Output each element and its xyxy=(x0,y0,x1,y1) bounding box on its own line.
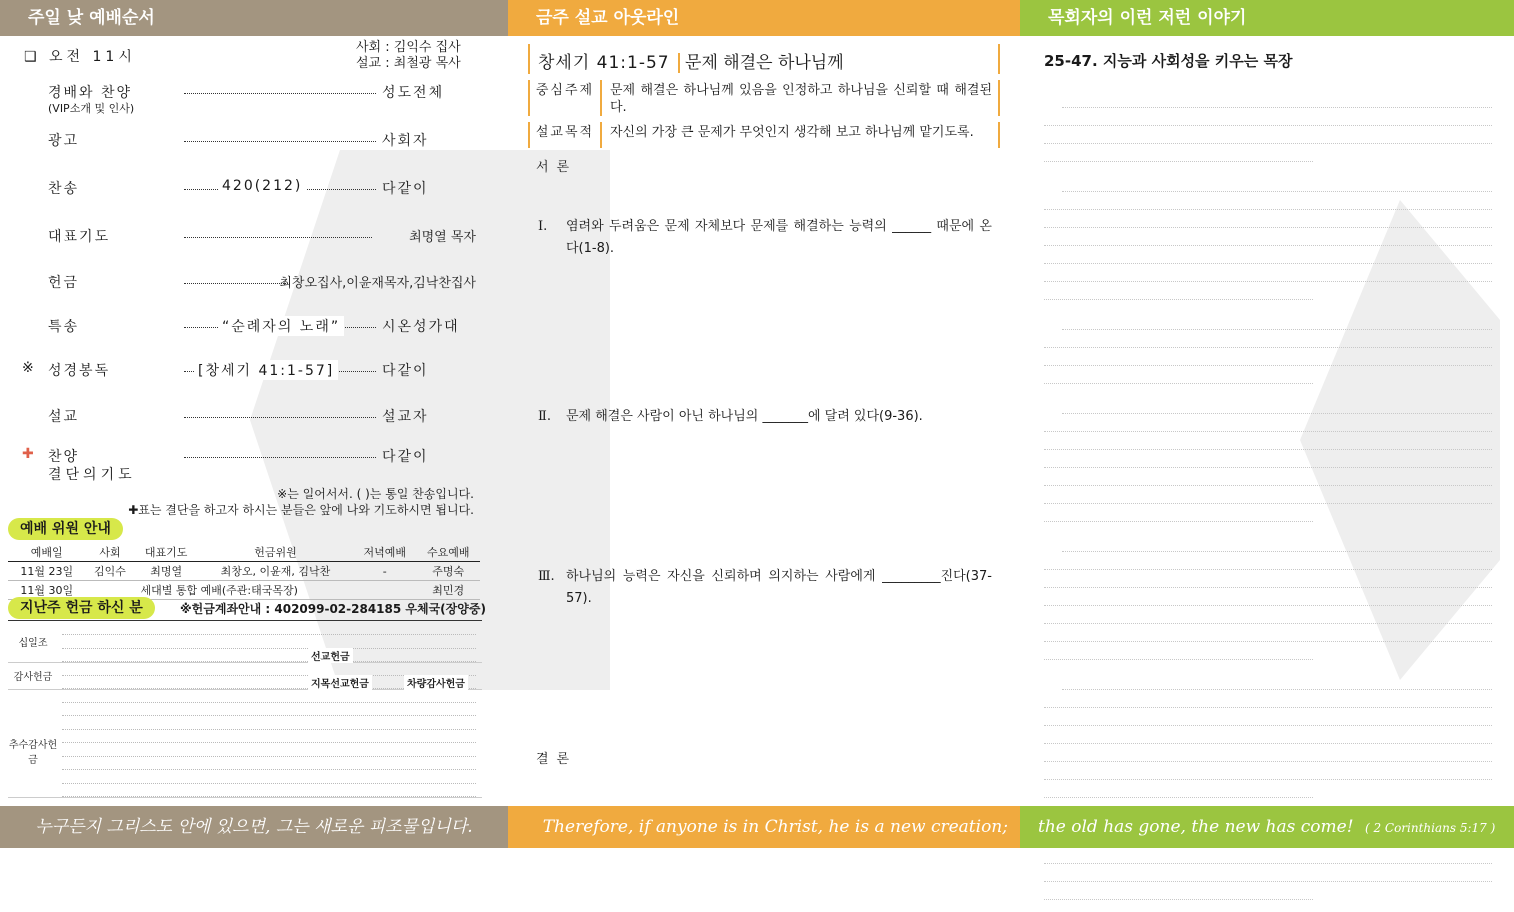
sermon-point xyxy=(538,566,992,610)
leader-dots xyxy=(184,417,376,418)
giving-group-label: 감사헌금 xyxy=(13,672,53,683)
sermon-title: 문제 해결은 하나님께 xyxy=(685,53,844,73)
article-line xyxy=(1044,330,1492,348)
order-item-name: 찬양 xyxy=(48,449,80,465)
giving-names-row xyxy=(62,648,476,662)
duty-header: 수요예배 xyxy=(416,543,480,562)
order-item-name: 헌금 xyxy=(48,275,80,291)
duty-cell: 김익수 xyxy=(85,562,134,581)
table-row xyxy=(8,562,480,581)
order-item-detail: “순례자의 노래” xyxy=(218,316,344,336)
article-paragraph xyxy=(1044,672,1492,798)
giving-group-label: 추수감사헌금 xyxy=(8,739,58,766)
article-line xyxy=(1062,396,1492,414)
giving-names-row xyxy=(62,621,476,635)
giving-names-row xyxy=(62,702,476,716)
account-info: ※헌금계좌안내 : 402099-02-284185 우체국(장양중) xyxy=(180,602,486,616)
giving-list xyxy=(8,620,482,807)
order-item-detail: 420(212) xyxy=(218,178,306,194)
article-line xyxy=(1062,90,1492,108)
sermon-point xyxy=(538,406,992,428)
article-line xyxy=(1044,246,1492,264)
order-mark: ※ xyxy=(22,360,34,376)
order-item xyxy=(22,224,476,248)
giving-names-row xyxy=(62,729,476,743)
order-item xyxy=(22,128,476,152)
order-item-name: 설교 xyxy=(48,409,80,425)
order-item xyxy=(22,270,476,294)
duty-cell: 최민경 xyxy=(416,581,480,600)
article-line xyxy=(1044,744,1492,762)
giving-names-row xyxy=(62,689,476,703)
article-line xyxy=(1044,486,1492,504)
order-notes xyxy=(128,486,474,518)
article-line xyxy=(1044,228,1492,246)
column-header: 목회자의 이런 저런 이야기 xyxy=(1020,0,1514,36)
order-mark: ✚ xyxy=(22,446,34,462)
article-line xyxy=(1044,282,1313,300)
order-item-leader: 다같이 xyxy=(382,181,429,197)
column-footer xyxy=(1020,806,1514,848)
point-text: 문제 해결은 사람이 아닌 하나님의 _______에 달려 있다(9-36). xyxy=(566,409,923,424)
leader-dots xyxy=(184,283,290,284)
order-item-detail: [창세기 41:1-57] xyxy=(194,360,338,380)
order-item-leader: 사회자 xyxy=(382,133,429,149)
order-item-leader: 성도전체 xyxy=(382,85,445,101)
column-header: 주일 낮 예배순서 xyxy=(0,0,508,36)
article-line xyxy=(1062,312,1492,330)
article-line xyxy=(1044,642,1313,660)
order-item-leader: 설교자 xyxy=(382,409,429,425)
order-item xyxy=(22,404,476,428)
leader-dots xyxy=(184,457,376,458)
pastor-story-column xyxy=(1020,0,1514,848)
footer-reference: ( 2 Corinthians 5:17 ) xyxy=(1364,821,1496,835)
giving-names-row xyxy=(62,662,476,676)
order-item-sub: (VIP소개 및 인사) xyxy=(48,102,135,115)
order-item xyxy=(22,444,476,483)
footer-verse: the old has gone, the new has come! xyxy=(1038,817,1354,837)
article-line xyxy=(1044,690,1492,708)
giving-names-row xyxy=(62,783,476,797)
article-body xyxy=(1044,90,1492,912)
order-item xyxy=(22,358,476,382)
order-item-leader: 다같이 xyxy=(382,449,429,465)
leader-dots xyxy=(184,237,372,238)
article-line xyxy=(1044,192,1492,210)
article-line xyxy=(1044,726,1492,744)
duty-cell: 주명숙 xyxy=(416,562,480,581)
article-line xyxy=(1062,672,1492,690)
article-line xyxy=(1044,552,1492,570)
article-line xyxy=(1044,108,1492,126)
article-line xyxy=(1044,126,1492,144)
duty-cell: - xyxy=(353,562,416,581)
article-line xyxy=(1044,882,1313,900)
article-line xyxy=(1044,264,1492,282)
duty-cell: 11월 23일 xyxy=(8,562,85,581)
column-footer: 누구든지 그리스도 안에 있으면, 그는 새로운 피조물입니다. xyxy=(0,806,508,848)
order-item-name: 대표기도 xyxy=(48,229,111,245)
duty-cell: 11월 30일 xyxy=(8,581,85,600)
leader-dots xyxy=(184,93,376,94)
article-paragraph xyxy=(1044,312,1492,384)
article-title: 25-47. 지능과 사회성을 키우는 목장 xyxy=(1044,52,1293,70)
duty-header: 대표기도 xyxy=(134,543,197,562)
worship-order-column xyxy=(0,0,508,848)
article-line xyxy=(1062,534,1492,552)
duty-table xyxy=(8,543,480,600)
giving-group xyxy=(8,621,482,663)
giving-sublabel: 지목선교헌금 xyxy=(308,675,372,690)
point-number: Ⅱ. xyxy=(538,409,551,424)
duty-cell: 세대별 통합 예배(주관:태국목장) xyxy=(85,581,353,600)
duty-header: 저녁예배 xyxy=(353,543,416,562)
order-item-leader: 최창오집사,이윤재목자,김낙찬집사 xyxy=(279,276,476,291)
article-line xyxy=(1044,588,1492,606)
leader-dots xyxy=(184,141,376,142)
column-header: 금주 설교 아웃라인 xyxy=(508,0,1020,36)
giving-title: 지난주 헌금 하신 분 xyxy=(8,597,155,619)
order-item xyxy=(22,176,476,200)
order-item-name: 광고 xyxy=(48,133,80,149)
note-standing: ※는 일어서서. ( )는 통일 찬송입니다. xyxy=(277,487,474,501)
intro-label: 서론 xyxy=(536,160,578,175)
purpose-label: 설교목적 xyxy=(530,122,602,148)
order-item xyxy=(22,80,476,115)
giving-names-row xyxy=(62,635,476,649)
article-line xyxy=(1044,624,1492,642)
duty-header-row xyxy=(8,543,480,562)
giving-group-label: 십일조 xyxy=(18,638,48,650)
point-number: Ⅰ. xyxy=(538,219,548,234)
giving-group xyxy=(8,689,482,798)
article-line xyxy=(1044,708,1492,726)
duty-header: 헌금위원 xyxy=(198,543,353,562)
order-item-leader: 시온성가대 xyxy=(382,319,460,335)
order-item xyxy=(22,314,476,338)
theme-text: 문제 해결은 하나님께 있음을 인정하고 하나님을 신뢰할 때 해결된다. xyxy=(610,83,992,115)
duty-header: 예배일 xyxy=(8,543,85,562)
article-paragraph xyxy=(1044,396,1492,522)
article-line xyxy=(1044,450,1492,468)
purpose-row xyxy=(528,122,1000,148)
article-line xyxy=(1044,210,1492,228)
article-line xyxy=(1044,606,1492,624)
conclusion-label: 결론 xyxy=(536,752,578,767)
article-line xyxy=(1044,846,1492,864)
giving-names-row xyxy=(62,756,476,770)
sermon-title-box xyxy=(528,44,1000,74)
duty-cell: 최명열 xyxy=(134,562,197,581)
article-line xyxy=(1044,762,1492,780)
giving-sublabel: 차량감사헌금 xyxy=(404,675,468,690)
order-item-sub: 결단의기도 xyxy=(48,467,136,483)
giving-names-row xyxy=(62,770,476,784)
duty-cell: 최창오, 이윤재, 김낙찬 xyxy=(198,562,353,581)
article-paragraph xyxy=(1044,174,1492,300)
article-line xyxy=(1044,144,1313,162)
order-item-leader: 최명열 목자 xyxy=(409,230,476,245)
order-item-name: 특송 xyxy=(48,319,80,335)
column-footer: Therefore, if anyone is in Christ, he is a new creation; xyxy=(508,806,1020,848)
giving-sublabel: 선교헌금 xyxy=(308,648,353,663)
article-line xyxy=(1044,504,1313,522)
theme-label: 중심주제 xyxy=(530,80,602,116)
service-time: ❑ 오전 11시 xyxy=(24,49,136,65)
sermon-point xyxy=(538,216,992,260)
article-line xyxy=(1044,570,1492,588)
duty-title: 예배 위원 안내 xyxy=(8,518,123,540)
sermon-scripture: 창세기 41:1-57 xyxy=(538,53,680,73)
order-item-name: 성경봉독 xyxy=(48,363,111,379)
article-line xyxy=(1044,414,1492,432)
article-line xyxy=(1044,348,1492,366)
sermon-outline-column xyxy=(508,0,1020,848)
article-paragraph xyxy=(1044,534,1492,660)
article-line xyxy=(1044,780,1313,798)
note-altar-call: ✚표는 결단을 하고자 하시는 분들은 앞에 나와 기도하시면 됩니다. xyxy=(128,503,474,517)
article-line xyxy=(1044,366,1313,384)
duty-cell xyxy=(353,581,416,600)
giving-names-row xyxy=(62,716,476,730)
article-line xyxy=(1044,864,1492,882)
giving-names-row xyxy=(62,743,476,757)
article-line xyxy=(1044,468,1492,486)
article-line xyxy=(1062,174,1492,192)
point-text: 하나님의 능력은 자신을 신뢰하며 의지하는 사람에게 _________진다(37-57). xyxy=(566,569,992,606)
point-text: 염려와 두려움은 문제 자체보다 문제를 해결하는 능력의 ______ 때문에 온다(1-8). xyxy=(566,219,992,256)
purpose-text: 자신의 가장 큰 문제가 무엇인지 생각해 보고 하나님께 맡기도록. xyxy=(610,125,974,140)
order-item-name: 경배와 찬양 xyxy=(48,85,133,101)
theme-row xyxy=(528,80,1000,116)
service-leaders: 사회 : 김익수 집사 설교 : 최철광 목사 xyxy=(356,40,461,71)
point-number: Ⅲ. xyxy=(538,569,555,584)
giving-group xyxy=(8,662,482,690)
duty-header: 사회 xyxy=(85,543,134,562)
article-line xyxy=(1044,432,1492,450)
order-item-name: 찬송 xyxy=(48,181,80,197)
article-paragraph xyxy=(1044,90,1492,162)
order-item-leader: 다같이 xyxy=(382,363,429,379)
